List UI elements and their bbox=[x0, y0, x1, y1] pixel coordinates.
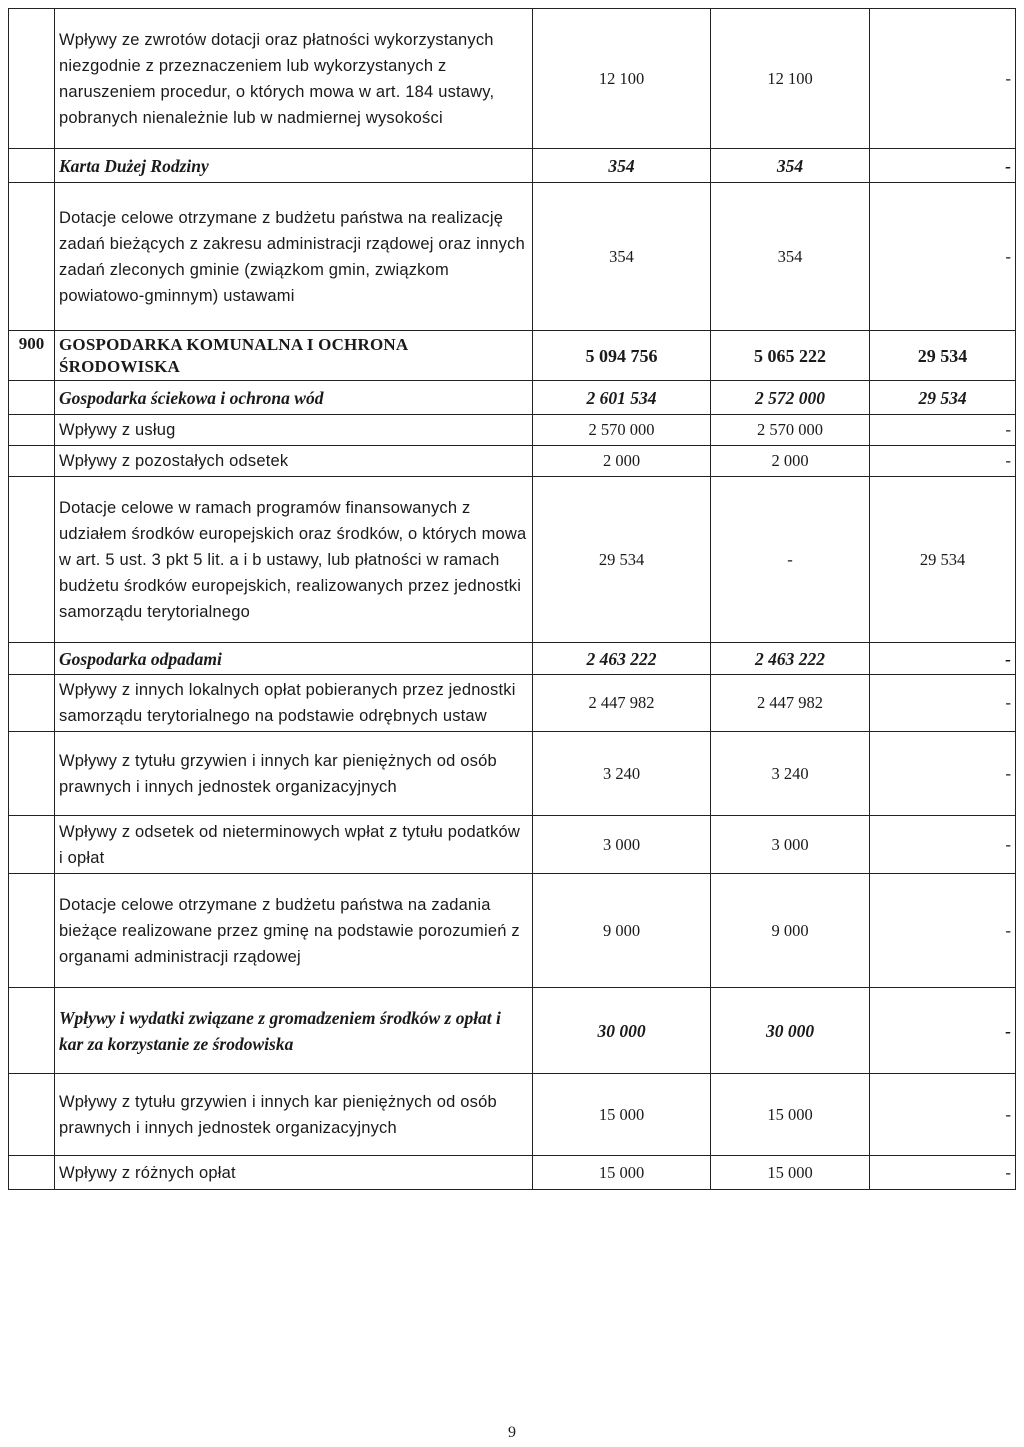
row-description: Wpływy i wydatki związane z gromadzeniem środków z opłat i kar za korzystanie ze środowiska bbox=[55, 988, 533, 1074]
amount-property: 29 534 bbox=[870, 381, 1016, 415]
division-code bbox=[9, 1156, 55, 1190]
amount-total: 354 bbox=[533, 183, 711, 331]
table-row bbox=[9, 183, 1016, 331]
amount-current: 15 000 bbox=[711, 1156, 870, 1190]
amount-total: 2 000 bbox=[533, 446, 711, 477]
amount-current: 354 bbox=[711, 149, 870, 183]
row-description: Wpływy z tytułu grzywien i innych kar pieniężnych od osób prawnych i innych jednostek organizacyjnych bbox=[55, 732, 533, 816]
amount-property: - bbox=[870, 816, 1016, 874]
division-code bbox=[9, 675, 55, 732]
division-code bbox=[9, 415, 55, 446]
amount-property: - bbox=[870, 874, 1016, 988]
amount-total: 15 000 bbox=[533, 1156, 711, 1190]
table-body bbox=[9, 9, 1016, 1190]
row-description: Gospodarka ściekowa i ochrona wód bbox=[55, 381, 533, 415]
row-description: Wpływy z odsetek od nieterminowych wpłat z tytułu podatków i opłat bbox=[55, 816, 533, 874]
row-description: Gospodarka odpadami bbox=[55, 643, 533, 675]
amount-total: 2 447 982 bbox=[533, 675, 711, 732]
table-row bbox=[9, 1156, 1016, 1190]
amount-total: 2 601 534 bbox=[533, 381, 711, 415]
division-code bbox=[9, 381, 55, 415]
division-code bbox=[9, 988, 55, 1074]
amount-property: - bbox=[870, 1074, 1016, 1156]
chapter-row bbox=[9, 149, 1016, 183]
division-row bbox=[9, 331, 1016, 381]
division-code: 900 bbox=[9, 331, 55, 381]
amount-current: 30 000 bbox=[711, 988, 870, 1074]
table-row bbox=[9, 446, 1016, 477]
amount-current: 354 bbox=[711, 183, 870, 331]
amount-property: - bbox=[870, 9, 1016, 149]
division-code bbox=[9, 149, 55, 183]
division-code bbox=[9, 816, 55, 874]
amount-current: 2 463 222 bbox=[711, 643, 870, 675]
amount-total: 2 463 222 bbox=[533, 643, 711, 675]
amount-current: 2 000 bbox=[711, 446, 870, 477]
row-description: Wpływy ze zwrotów dotacji oraz płatności wykorzystanych niezgodnie z przeznaczeniem lub wykorzystanych z naruszeniem procedur, o których mowa w art. 184 ustawy, pobranych nienależnie lub w nadmiernej wysokości bbox=[55, 9, 533, 149]
amount-total: 30 000 bbox=[533, 988, 711, 1074]
chapter-row bbox=[9, 988, 1016, 1074]
row-description: Wpływy z pozostałych odsetek bbox=[55, 446, 533, 477]
amount-current: 2 572 000 bbox=[711, 381, 870, 415]
chapter-row bbox=[9, 381, 1016, 415]
amount-total: 29 534 bbox=[533, 477, 711, 643]
amount-total: 3 240 bbox=[533, 732, 711, 816]
row-description: Wpływy z tytułu grzywien i innych kar pieniężnych od osób prawnych i innych jednostek organizacyjnych bbox=[55, 1074, 533, 1156]
amount-current: 3 000 bbox=[711, 816, 870, 874]
row-description: Wpływy z różnych opłat bbox=[55, 1156, 533, 1190]
amount-property: - bbox=[870, 446, 1016, 477]
row-description: Wpływy z usług bbox=[55, 415, 533, 446]
amount-property: 29 534 bbox=[870, 331, 1016, 381]
division-code bbox=[9, 446, 55, 477]
amount-property: - bbox=[870, 988, 1016, 1074]
amount-total: 12 100 bbox=[533, 9, 711, 149]
table-row bbox=[9, 1074, 1016, 1156]
table-row bbox=[9, 874, 1016, 988]
division-code bbox=[9, 183, 55, 331]
division-code bbox=[9, 477, 55, 643]
amount-total: 5 094 756 bbox=[533, 331, 711, 381]
row-description: Wpływy z innych lokalnych opłat pobieranych przez jednostki samorządu terytorialnego na podstawie odrębnych ustaw bbox=[55, 675, 533, 732]
amount-current: 3 240 bbox=[711, 732, 870, 816]
table-row bbox=[9, 732, 1016, 816]
amount-property: - bbox=[870, 183, 1016, 331]
amount-total: 2 570 000 bbox=[533, 415, 711, 446]
amount-current: 15 000 bbox=[711, 1074, 870, 1156]
amount-property: - bbox=[870, 675, 1016, 732]
amount-property: - bbox=[870, 732, 1016, 816]
amount-current: 5 065 222 bbox=[711, 331, 870, 381]
division-code bbox=[9, 732, 55, 816]
amount-property: 29 534 bbox=[870, 477, 1016, 643]
budget-income-table bbox=[8, 8, 1016, 1190]
amount-property: - bbox=[870, 415, 1016, 446]
division-code bbox=[9, 643, 55, 675]
amount-total: 354 bbox=[533, 149, 711, 183]
amount-property: - bbox=[870, 1156, 1016, 1190]
amount-current: 2 570 000 bbox=[711, 415, 870, 446]
table-row bbox=[9, 415, 1016, 446]
amount-total: 9 000 bbox=[533, 874, 711, 988]
table-row bbox=[9, 816, 1016, 874]
amount-current: - bbox=[711, 477, 870, 643]
amount-total: 15 000 bbox=[533, 1074, 711, 1156]
table-row bbox=[9, 477, 1016, 643]
amount-total: 3 000 bbox=[533, 816, 711, 874]
amount-current: 2 447 982 bbox=[711, 675, 870, 732]
row-description: Dotacje celowe otrzymane z budżetu państwa na zadania bieżące realizowane przez gminę na podstawie porozumień z organami administracji rządowej bbox=[55, 874, 533, 988]
page-number: 9 bbox=[508, 1424, 516, 1441]
row-description: GOSPODARKA KOMUNALNA I OCHRONA ŚRODOWISKA bbox=[55, 331, 533, 381]
amount-current: 9 000 bbox=[711, 874, 870, 988]
amount-current: 12 100 bbox=[711, 9, 870, 149]
chapter-row bbox=[9, 643, 1016, 675]
division-code bbox=[9, 1074, 55, 1156]
row-description: Dotacje celowe w ramach programów finansowanych z udziałem środków europejskich oraz środków, o których mowa w art. 5 ust. 3 pkt 5 lit. a i b ustawy, lub płatności w ramach budżetu środków europejskich, realizowanych przez jednostki samorządu terytorialnego bbox=[55, 477, 533, 643]
row-description: Karta Dużej Rodziny bbox=[55, 149, 533, 183]
amount-property: - bbox=[870, 643, 1016, 675]
division-code bbox=[9, 874, 55, 988]
table-row bbox=[9, 675, 1016, 732]
division-code bbox=[9, 9, 55, 149]
row-description: Dotacje celowe otrzymane z budżetu państwa na realizację zadań bieżących z zakresu administracji rządowej oraz innych zadań zleconych gminie (związkom gmin, związkom powiatowo-gminnym) ustawami bbox=[55, 183, 533, 331]
amount-property: - bbox=[870, 149, 1016, 183]
table-row bbox=[9, 9, 1016, 149]
